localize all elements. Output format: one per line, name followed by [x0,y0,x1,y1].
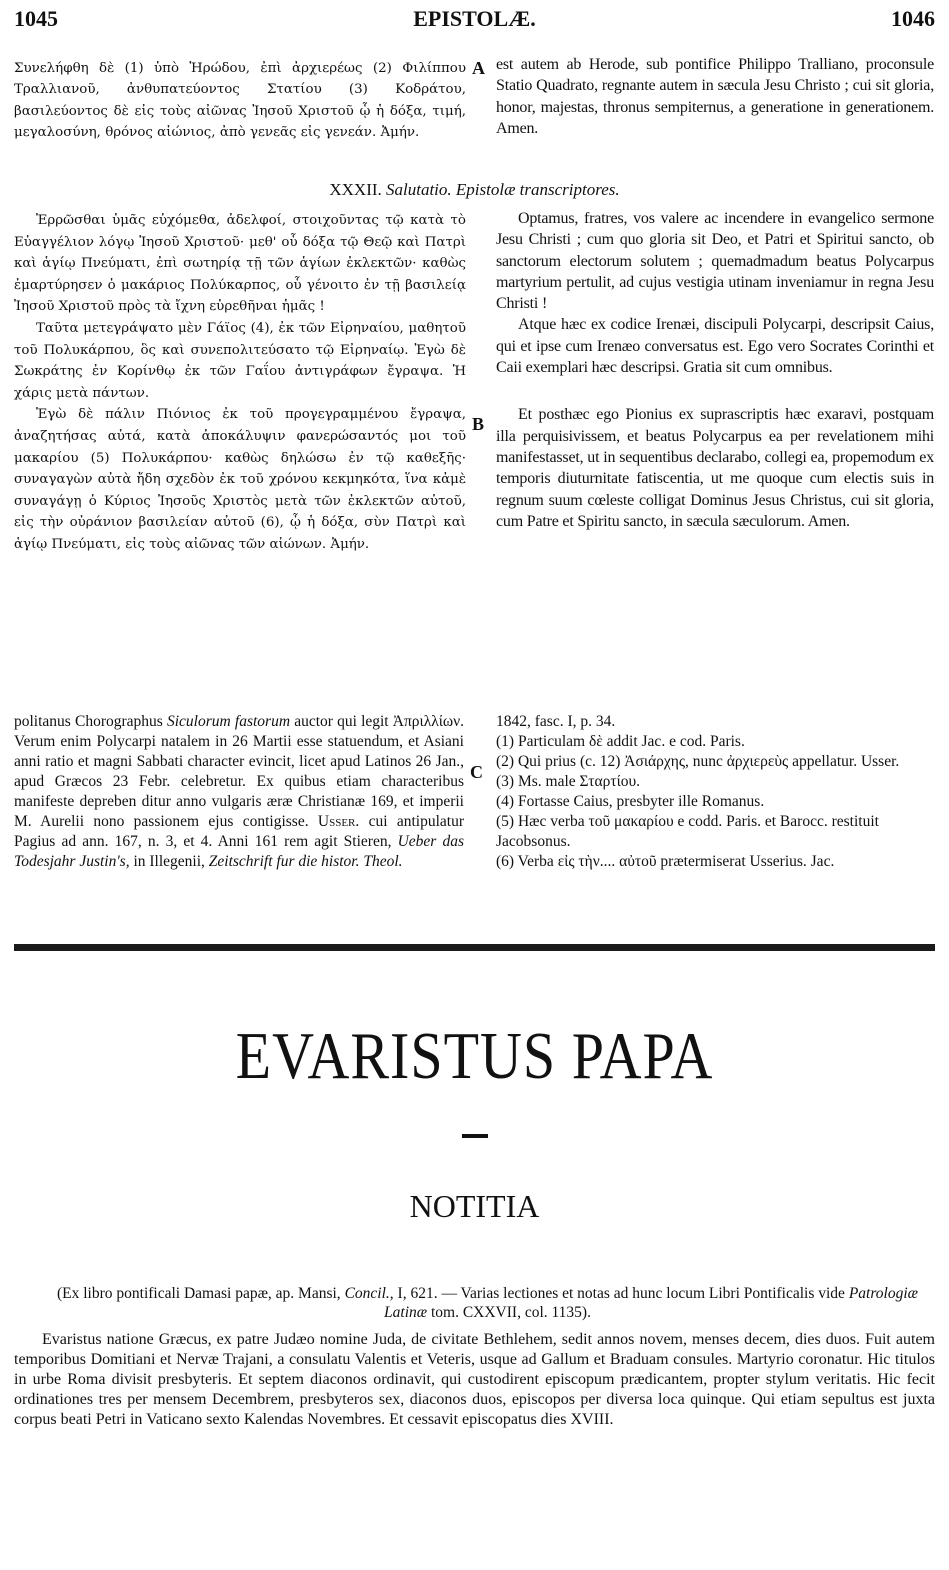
margin-marker-a: A [472,58,485,78]
footnotes-right [496,712,934,872]
footnote-3: (3) Ms. male Σταρτίου. [496,773,641,790]
running-title: EPISTOLÆ. [413,6,536,31]
latin-paragraph-1: Optamus, fratres, vos valere ac incendere in evangelico sermone Jesu Christi ; cum quo gloria sit Deo, et Patri et Spiritui sancto, ob sanctorum electorum solutem ; quemadmadum beatus Polycarpus martyrium pertulit, ad cujus vestigia utinam inveniamur in regna Jesu Christi ! [496,210,934,313]
greek-paragraph-2: Ταῦτα μετεγράψατο μὲν Γάϊος (4), ἐκ τῶν Εἰρηναίου, μαθητοῦ τοῦ Πολυκάρπου, ὃς καὶ συνεπολιτεύσατο τῷ Εἰρηναίῳ. Ἐγὼ δὲ Σωκράτης ἐν Κορίνθῳ ἐκ τῶν Γαΐου ἀντιγράφων ἔγραψα. Ἡ χάρις μετὰ πάντων. [14,320,466,401]
body-paragraph: Evaristus natione Græcus, ex patre Judæo nomine Juda, de civitate Bethlehem, sedit annos novem, menses decem, dies duos. Fuit autem temporibus Domitiani et Nervæ Trajani, a consulatu Valentis et Veteris, usque ad Gallum et Braduam consules. Martyrio coronatur. Hic titulos in urbe Roma divisit presbyteris. Et septem diaconos ordinavit, qui custodirent episcopum prædicantem, propter stylum veritatis. Hic fecit ordinationes tres per mensem Decembrem, presbyteros sex, diaconos duos, episcopos per diversa loca quinque. Qui etiam sepultus est juxta corpus beati Petri in Vaticano sexto Kalendas Novembres. Et cessavit episcopatus dies XVIII. [14,1331,935,1428]
footnotes-left: politanus Chorographus Siculorum fastorum auctor qui legit Ἀπριλλίων. Verum enim Polycarpi natalem in 26 Martii esse statuendum, et Asiani anni ratio et magni Sabbati character evincit, licet apud Latinos 26 Jan., apud Græcos 23 Febr. celebretur. Ex quibus etiam characteribus manifeste depreben ditur anno vulgaris æræ Christianæ 169, et imperii M. Aurelii nono passionem ejus contigisse. Usser. cui antipulatur Pagius ad ann. 167, n. 3, et 4. Anni 161 rem agit Stieren, Ueber das Todesjahr Justin's, in Illegenii, Zeitschrift fur die histor. Theol. [14,713,464,870]
chapter-title: EVARISTUS PAPA [235,1018,714,1093]
footnote-4: (4) Fortasse Caius, presbyter ille Romanus. [496,793,765,810]
margin-marker-b: B [472,414,485,434]
chapter-subtitle: NOTITIA [409,1188,540,1224]
divider-rule [14,944,935,951]
greek-paragraph-1: Ἐρρῶσθαι ὑμᾶς εὐχόμεθα, ἀδελφοί, στοιχοῦντας τῷ κατὰ τὸ Εὐαγγέλιον λόγῳ Ἰησοῦ Χριστοῦ· μεθ' οὗ δόξα τῷ Θεῷ καὶ Πατρὶ καὶ ἁγίῳ Πνεύματι, ἐπὶ σωτηρίᾳ τῇ τῶν ἁγίων ἐκλεκτῶν· καθὼς ἐμαρτύρησεν ὁ μακάριος Πολύκαρπος, οὗ γένοιτο ἐν τῇ βασιλείᾳ Ἰησοῦ Χριστοῦ πρὸς τὰ ἴχνη εὑρεθῆναι ἡμᾶς ! [14,213,466,315]
latin-paragraph-3: Et posthæc ego Pionius ex suprascriptis hæc exaravi, postquam illa perquisivissem, et beatus Polycarpus ea per revelationem mihi manifestasset, ut in sequentibus declarabo, collegi ea, propemodum ex temporis diuturnitate fatiscentia, ut me quoque cum electis suis in regnum suum cœleste colligat Dominus Jesus Christus, cui sit gloria, cum Patre et Spiritu sancto, in sæcula sæculorum. Amen. [496,406,934,530]
section-heading: XXXII. Salutatio. Epistolæ transcriptores. [329,180,620,199]
page-number-left: 1045 [14,6,58,31]
footnote-6: (6) Verba εἰς τὴν.... αὐτοῦ prætermiserat Usserius. Jac. [496,853,835,870]
latin-column [496,208,934,532]
title-dash [462,1134,488,1138]
page-header [14,6,935,36]
footnote-line: 1842, fasc. I, p. 34. [496,713,616,730]
source-note: (Ex libro pontificali Damasi papæ, ap. Mansi, Concil., I, 621. — Varias lectiones et notas ad hunc locum Libri Pontificalis vide Patrologiæ Latinæ tom. CXXVII, col. 1135). [57,1285,918,1321]
footnote-1: (1) Particulam δὲ addit Jac. e cod. Paris. [496,733,745,750]
greek-paragraph-3: Ἐγὼ δὲ πάλιν Πιόνιος ἐκ τοῦ προγεγραμμένου ἔγραψα, ἀναζητήσας αὐτά, κατὰ ἀποκάλυψιν φανερώσαντός μοι τοῦ μακαρίου (5) Πολυκάρπου· καθὼς δηλώσω ἐν τῷ καθεξῆς· συναγαγὼν αὐτὰ ἤδη σχεδὸν ἐκ τοῦ χρόνου κεκμηκότα, ἵνα κἀμὲ συναγάγῃ ὁ Κύριος Ἰησοῦς Χριστὸς μετὰ τῶν ἐκλεκτῶν αὐτοῦ, εἰς τὴν οὐράνιον βασιλείαν αὐτοῦ (6), ᾧ ἡ δόξα, σὺν Πατρὶ καὶ ἁγίῳ Πνεύματι, εἰς τοὺς αἰῶνας τῶν αἰώνων. Ἀμήν. [14,407,466,552]
footnote-5: (5) Hæc verba τοῦ μακαρίου e codd. Paris. et Barocc. restituit Jacobsonus. [496,813,879,850]
greek-column [14,210,466,556]
page-number-right: 1046 [891,6,935,31]
margin-marker-c: C [470,762,483,782]
greek-top-paragraph: Συνελήφθη δὲ (1) ὑπὸ Ἡρώδου, ἐπὶ ἀρχιερέως (2) Φιλίππου Τραλλιανοῦ, ἀνθυπατεύοντος Στατίου (3) Κοδράτου, βασιλεύοντος δὲ εἰς τοὺς αἰῶνας Ἰησοῦ Χριστοῦ ᾧ ἡ δόξα, τιμή, μεγαλοσύνη, θρόνος αἰώνιος, ἀπὸ γενεᾶς εἰς γενεάν. Ἀμήν. [14,61,466,140]
footnote-2: (2) Qui prius (c. 12) Ἀσιάρχης, nunc ἀρχιερεὺς appellatur. Usser. [496,753,900,770]
latin-top-paragraph: est autem ab Herode, sub pontifice Philippo Tralliano, proconsule Statio Quadrato, regnante autem in sæcula Jesu Christo ; cui sit gloria, honor, majestas, thronus sempiternus, a generatione in generationem. Amen. [496,56,934,137]
latin-paragraph-2: Atque hæc ex codice Irenæi, discipuli Polycarpi, descripsit Caius, qui et ipse cum Irenæo conversatus est. Ego vero Socrates Corinthi et Caii exemplari hæc descripsi. Gratia sit cum omnibus. [496,316,934,377]
